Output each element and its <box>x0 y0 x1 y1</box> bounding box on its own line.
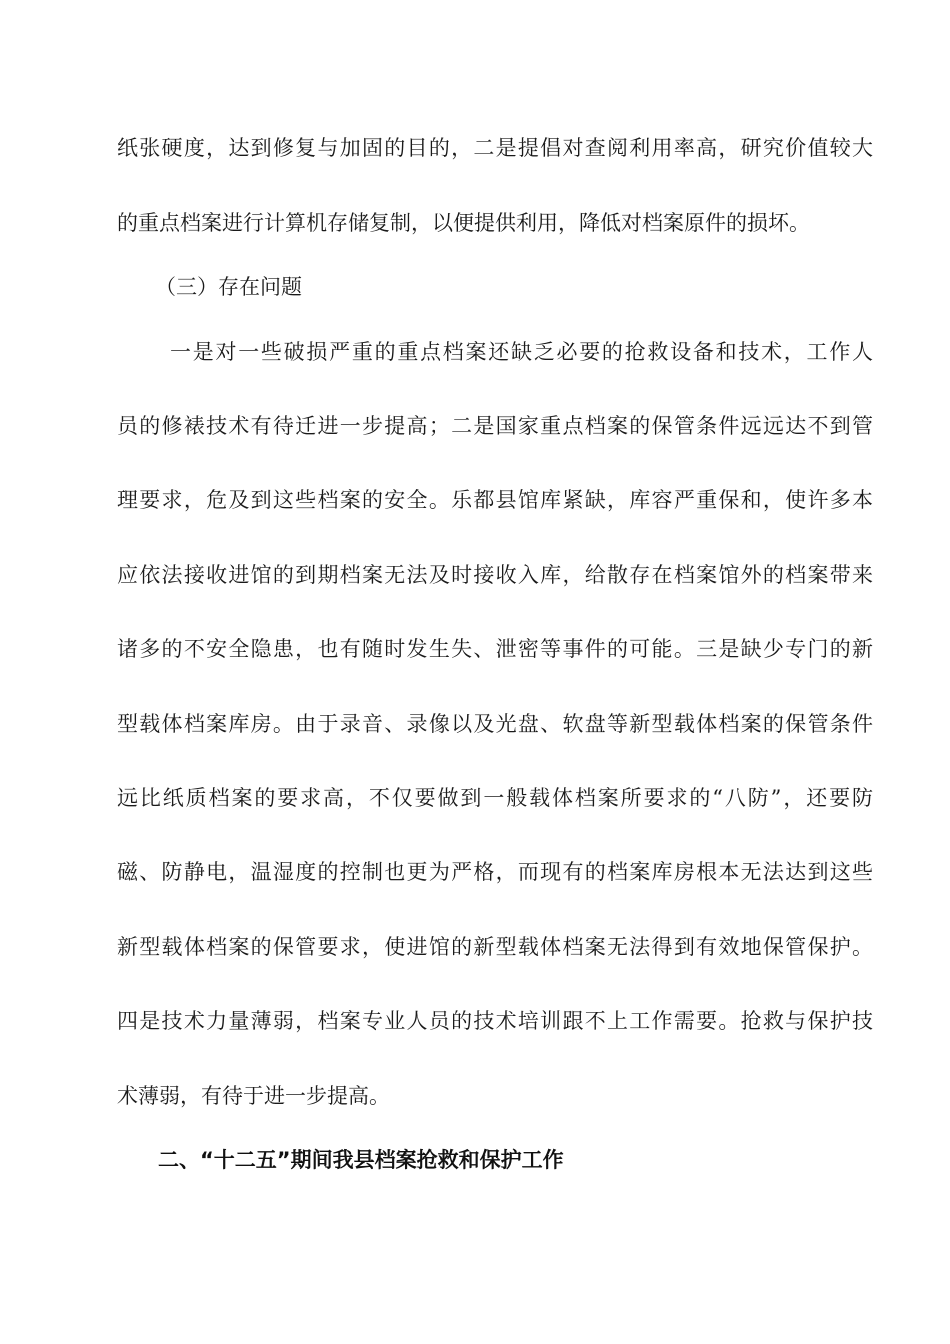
paragraph-line: 应依法接收进馆的到期档案无法及时接收入库，给散存在档案馆外的档案带来 <box>117 563 873 587</box>
paragraph-line: 远比纸质档案的要求高，不仅要做到一般载体档案所要求的“八防”，还要防 <box>117 786 873 810</box>
section-subheading: （三）存在问题 <box>155 275 302 299</box>
paragraph-line: 磁、防静电，温湿度的控制也更为严格，而现有的档案库房根本无法达到这些 <box>117 860 873 884</box>
paragraph-line: 四是技术力量薄弱，档案专业人员的技术培训跟不上工作需要。抢救与保护技 <box>117 1009 873 1033</box>
paragraph-line: 的重点档案进行计算机存储复制，以便提供利用，降低对档案原件的损坏。 <box>117 211 810 235</box>
paragraph-line: 员的修裱技术有待迁进一步提高；二是国家重点档案的保管条件远远达不到管 <box>117 414 873 438</box>
paragraph-line: 纸张硬度，达到修复与加固的目的，二是提倡对查阅利用率高，研究价值较大 <box>117 136 873 160</box>
paragraph-line: 理要求，危及到这些档案的安全。乐都县馆库紧缺，库容严重保和，使许多本 <box>117 488 873 512</box>
paragraph-line: 新型载体档案的保管要求，使进馆的新型载体档案无法得到有效地保管保护。 <box>117 935 873 959</box>
paragraph-line: 诸多的不安全隐患，也有随时发生失、泄密等事件的可能。三是缺少专门的新 <box>117 637 873 661</box>
section-heading: 二、“十二五”期间我县档案抢救和保护工作 <box>158 1148 564 1172</box>
paragraph-line: 型载体档案库房。由于录音、录像以及光盘、软盘等新型载体档案的保管条件 <box>117 712 873 736</box>
paragraph-line: 一是对一些破损严重的重点档案还缺乏必要的抢救设备和技术，工作人 <box>170 340 873 364</box>
paragraph-line: 术薄弱，有待于进一步提高。 <box>117 1084 390 1108</box>
